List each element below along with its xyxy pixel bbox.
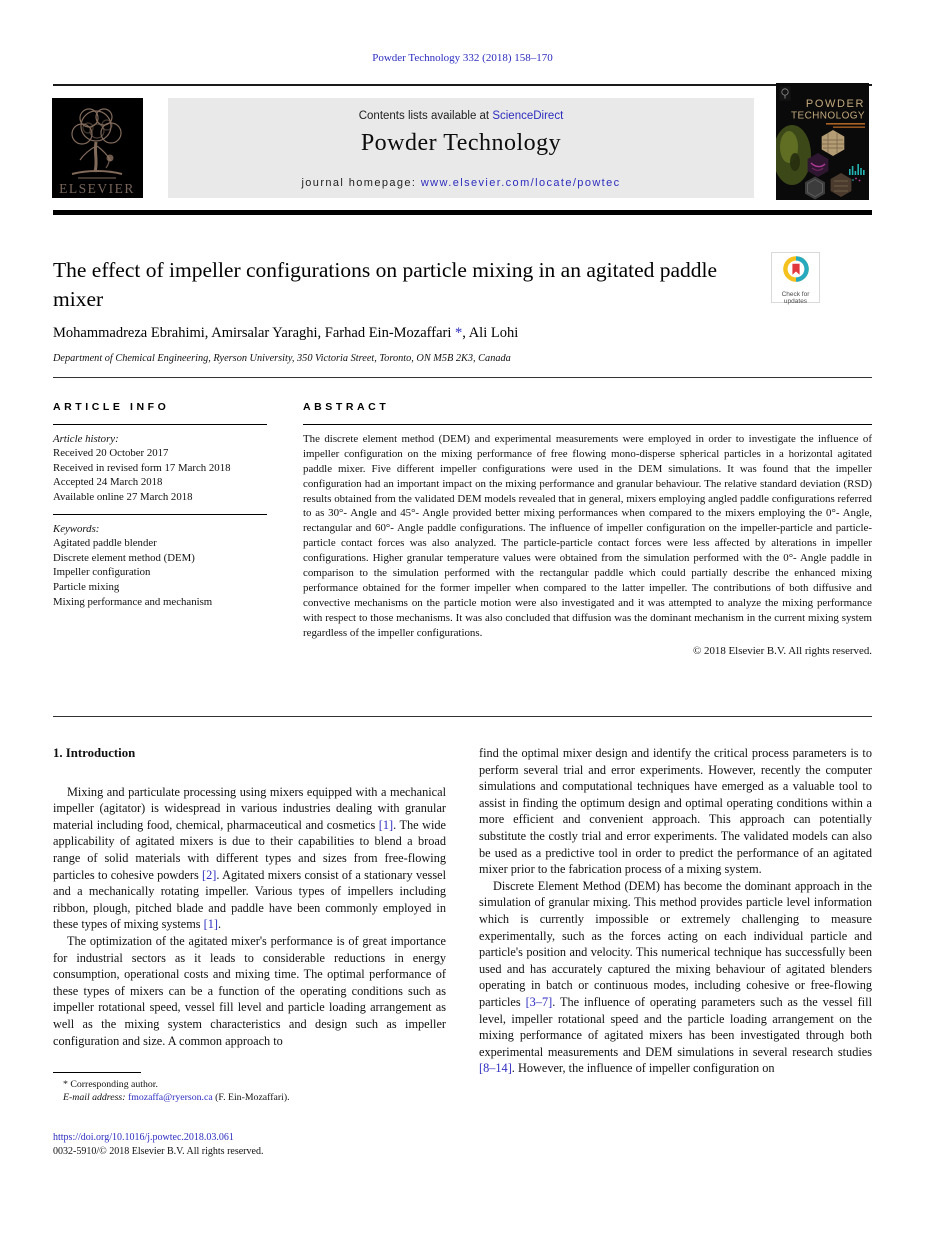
header-bottom-bar	[53, 210, 872, 215]
contents-line	[168, 110, 754, 122]
crossmark-label-line1: Check for	[781, 291, 810, 298]
title-section-rule	[53, 377, 872, 378]
affiliation: Department of Chemical Engineering, Ryerson University, 350 Victoria Street, Toronto, ON M5B 2K3, Canada	[53, 353, 511, 364]
cover-title-bottom: TECHNOLOGY	[790, 110, 865, 122]
keyword-item: Particle mixing	[53, 580, 120, 593]
sciencedirect-link[interactable]: ScienceDirect	[492, 110, 564, 122]
cover-title-top: POWDER	[805, 98, 865, 110]
journal-cover-thumbnail[interactable]	[776, 83, 869, 200]
abstract-text: The discrete element method (DEM) and experimental measurements were employed in order to investigate the influence of impeller configuration on the mixing performance of free flowing mono-disperse spherical particles in a horizontal agitated paddle mixer. Five different impeller configurations were used in the DEM simulations. It was found that the impeller configuration had an important impact on the mixing performance and granular behaviour. The relative standard deviation (RSD) results obtained from the validated DEM models revealed that in general, mixers employing angled paddle configurations referred to as 30°- Angle and 45°- Angle provided better mixing performances when compared to the mixers employing the 0°- Angle, rectangular and 60°- Angle paddle configurations. The influence of impeller configuration on the impeller-particle and particle-particle contact forces was also analyzed. The particle-particle contact forces were less affected by alterations in impeller configurations. Higher granular temperature values were obtained from the simulation performed with the 0°- Angle paddle in comparison to the simulation performed with the rectangular paddle which could partially describe the enhanced mixing performance obtained for the former impeller when compared to the latter impeller. The contributions of both diffusive and convective mechanisms on the particle motion were also investigated and it was attempted to analyze the mixing performance with respect to those mechanisms. It was also concluded that diffusion was the dominant mechanism in the current mixing system regardless of the impeller configurations.	[303, 432, 872, 639]
crossmark-icon	[779, 254, 813, 286]
history-item: Received in revised form 17 March 2018	[53, 461, 231, 474]
homepage-link[interactable]: www.elsevier.com/locate/powtec	[420, 177, 621, 189]
email-suffix: (F. Ein-Mozaffari).	[212, 1091, 290, 1103]
abstract-section-rule	[53, 716, 872, 717]
intro-paragraph: The optimization of the agitated mixer's performance is of great importance for industrial sectors as it leads to considerable reductions in energy consumption, operational costs and mixing time. The optimal performance of these types of mixers can be a function of the operating conditions such as impeller rotational speed, vessel fill level and particle loading arrangement as well as the mixing system characteristics and design such as impeller configuration and size. A common approach to	[53, 933, 446, 1048]
corresponding-author-mark[interactable]: *	[455, 325, 463, 341]
paper-title: The effect of impeller configurations on particle mixing in an agitated paddle mixer	[53, 258, 718, 311]
header-top-rule	[53, 84, 872, 86]
citation-link[interactable]: [2]	[202, 867, 217, 882]
corresponding-author-note	[53, 1079, 446, 1092]
keywords-label: Keywords:	[53, 522, 100, 535]
history-item: Available online 27 March 2018	[53, 490, 193, 503]
keyword-item: Agitated paddle blender	[53, 537, 157, 550]
doi-link[interactable]: https://doi.org/10.1016/j.powtec.2018.03.061	[53, 1132, 234, 1143]
keyword-item: Mixing performance and mechanism	[53, 595, 213, 608]
abstract-copyright: © 2018 Elsevier B.V. All rights reserved.	[693, 644, 872, 657]
article-info-heading: ARTICLE INFO	[53, 401, 170, 413]
homepage-line	[168, 177, 754, 189]
journal-reference[interactable]: Powder Technology 332 (2018) 158–170	[372, 52, 553, 64]
intro-paragraph: find the optimal mixer design and identify the critical process parameters is to perform several trial and error experiments. However, recently the computer simulations and computational techniques have emerged as a valuable tool to assist in finding the optimum design and optimal operating conditions within a more efficient and convenient approach. This approach can potentially substitute the costly trial and error experiments. The validated models can also be used as a predictive tool in order to predict the performance of an agitated mixer prior to the fabrication process of a mixing system.	[479, 746, 872, 877]
check-for-updates-badge[interactable]	[771, 252, 820, 303]
elsevier-wordmark: ELSEVIER	[59, 181, 135, 196]
footnote	[53, 1072, 446, 1104]
email-link[interactable]: fmozaffa@ryerson.ca	[127, 1091, 213, 1103]
authors-after-mark: , Ali Lohi	[462, 325, 519, 341]
body-column-left	[53, 745, 446, 1049]
abstract-column	[303, 400, 872, 659]
article-history-label: Article history:	[53, 432, 119, 445]
abstract-rule	[303, 424, 872, 425]
keyword-item: Impeller configuration	[53, 566, 151, 579]
history-item: Received 20 October 2017	[53, 447, 169, 460]
article-info-rule	[53, 424, 267, 425]
footnote-mark: *	[63, 1079, 68, 1090]
keyword-item: Discrete element method (DEM)	[53, 551, 195, 564]
footnote-rule	[53, 1072, 141, 1073]
author-list	[53, 325, 813, 342]
citation-link[interactable]: [1]	[203, 917, 218, 932]
homepage-label: journal homepage:	[301, 177, 421, 189]
history-item: Accepted 24 March 2018	[53, 476, 163, 489]
introduction-heading: 1. Introduction	[53, 746, 136, 760]
citation-link[interactable]: [8–14]	[479, 1061, 512, 1076]
abstract-heading: ABSTRACT	[303, 401, 390, 413]
page-footer	[53, 1131, 553, 1158]
authors-before-mark: Mohammadreza Ebrahimi, Amirsalar Yaraghi, Farhad Ein-Mozaffari	[53, 325, 455, 341]
powder-technology-cover	[776, 83, 869, 200]
contents-prefix: Contents lists available at	[358, 110, 493, 122]
body-column-right	[479, 745, 872, 1077]
citation-link[interactable]: [1]	[378, 817, 394, 832]
keywords-rule	[53, 514, 267, 515]
email-note	[53, 1092, 446, 1105]
footnote-corresponding: Corresponding author.	[67, 1079, 158, 1090]
crossmark-label-line2: updates	[783, 298, 808, 305]
journal-title: Powder Technology	[360, 130, 562, 156]
journal-masthead	[168, 98, 754, 198]
elsevier-logo[interactable]	[52, 98, 143, 198]
citation-link[interactable]: [3–7]	[525, 994, 553, 1009]
article-info-column	[53, 400, 267, 609]
issn-copyright: 0032-5910/© 2018 Elsevier B.V. All rights reserved.	[53, 1145, 264, 1157]
email-label: E-mail address:	[63, 1091, 128, 1103]
elsevier-tree-icon	[52, 98, 143, 198]
intro-paragraph: Mixing and particulate processing using mixers equipped with a mechanical impeller (agitator) is widespread in various industries dealing with granular material including food, chemical, pharmaceutical and cosmetics [1]. The wide applicability of agitated mixers is due to their capabilities to blend a broad range of solid materials with different types and sizes from free-flowing particles to cohesive powders [2]. Agitated mixers consist of a stationary vessel and a mechanically rotating impeller. Various types of impellers including ribbon, plough, pitched blade and paddle have been commonly employed in these types of mixing systems [1].	[53, 784, 446, 932]
intro-paragraph: Discrete Element Method (DEM) has become the dominant approach in the simulation of granular mixing. This method provides particle level information which is currently impossible or extremely challenging to measure experimentally, such as the forces acting on each individual particle and particle's position and velocity. This numerical technique has successfully been used and has accurately captured the mixing behaviour of agitated blenders operating in batch or continuous modes, including cohesive or free-flowing particles [3–7]. The influence of operating parameters such as the vessel fill level, impeller rotational speed and the particle loading arrangement on the mixing performance of agitated mixers has been investigated through both experimental measurements and DEM simulations in several research studies [8–14]. However, the influence of impeller configuration on	[479, 878, 872, 1076]
